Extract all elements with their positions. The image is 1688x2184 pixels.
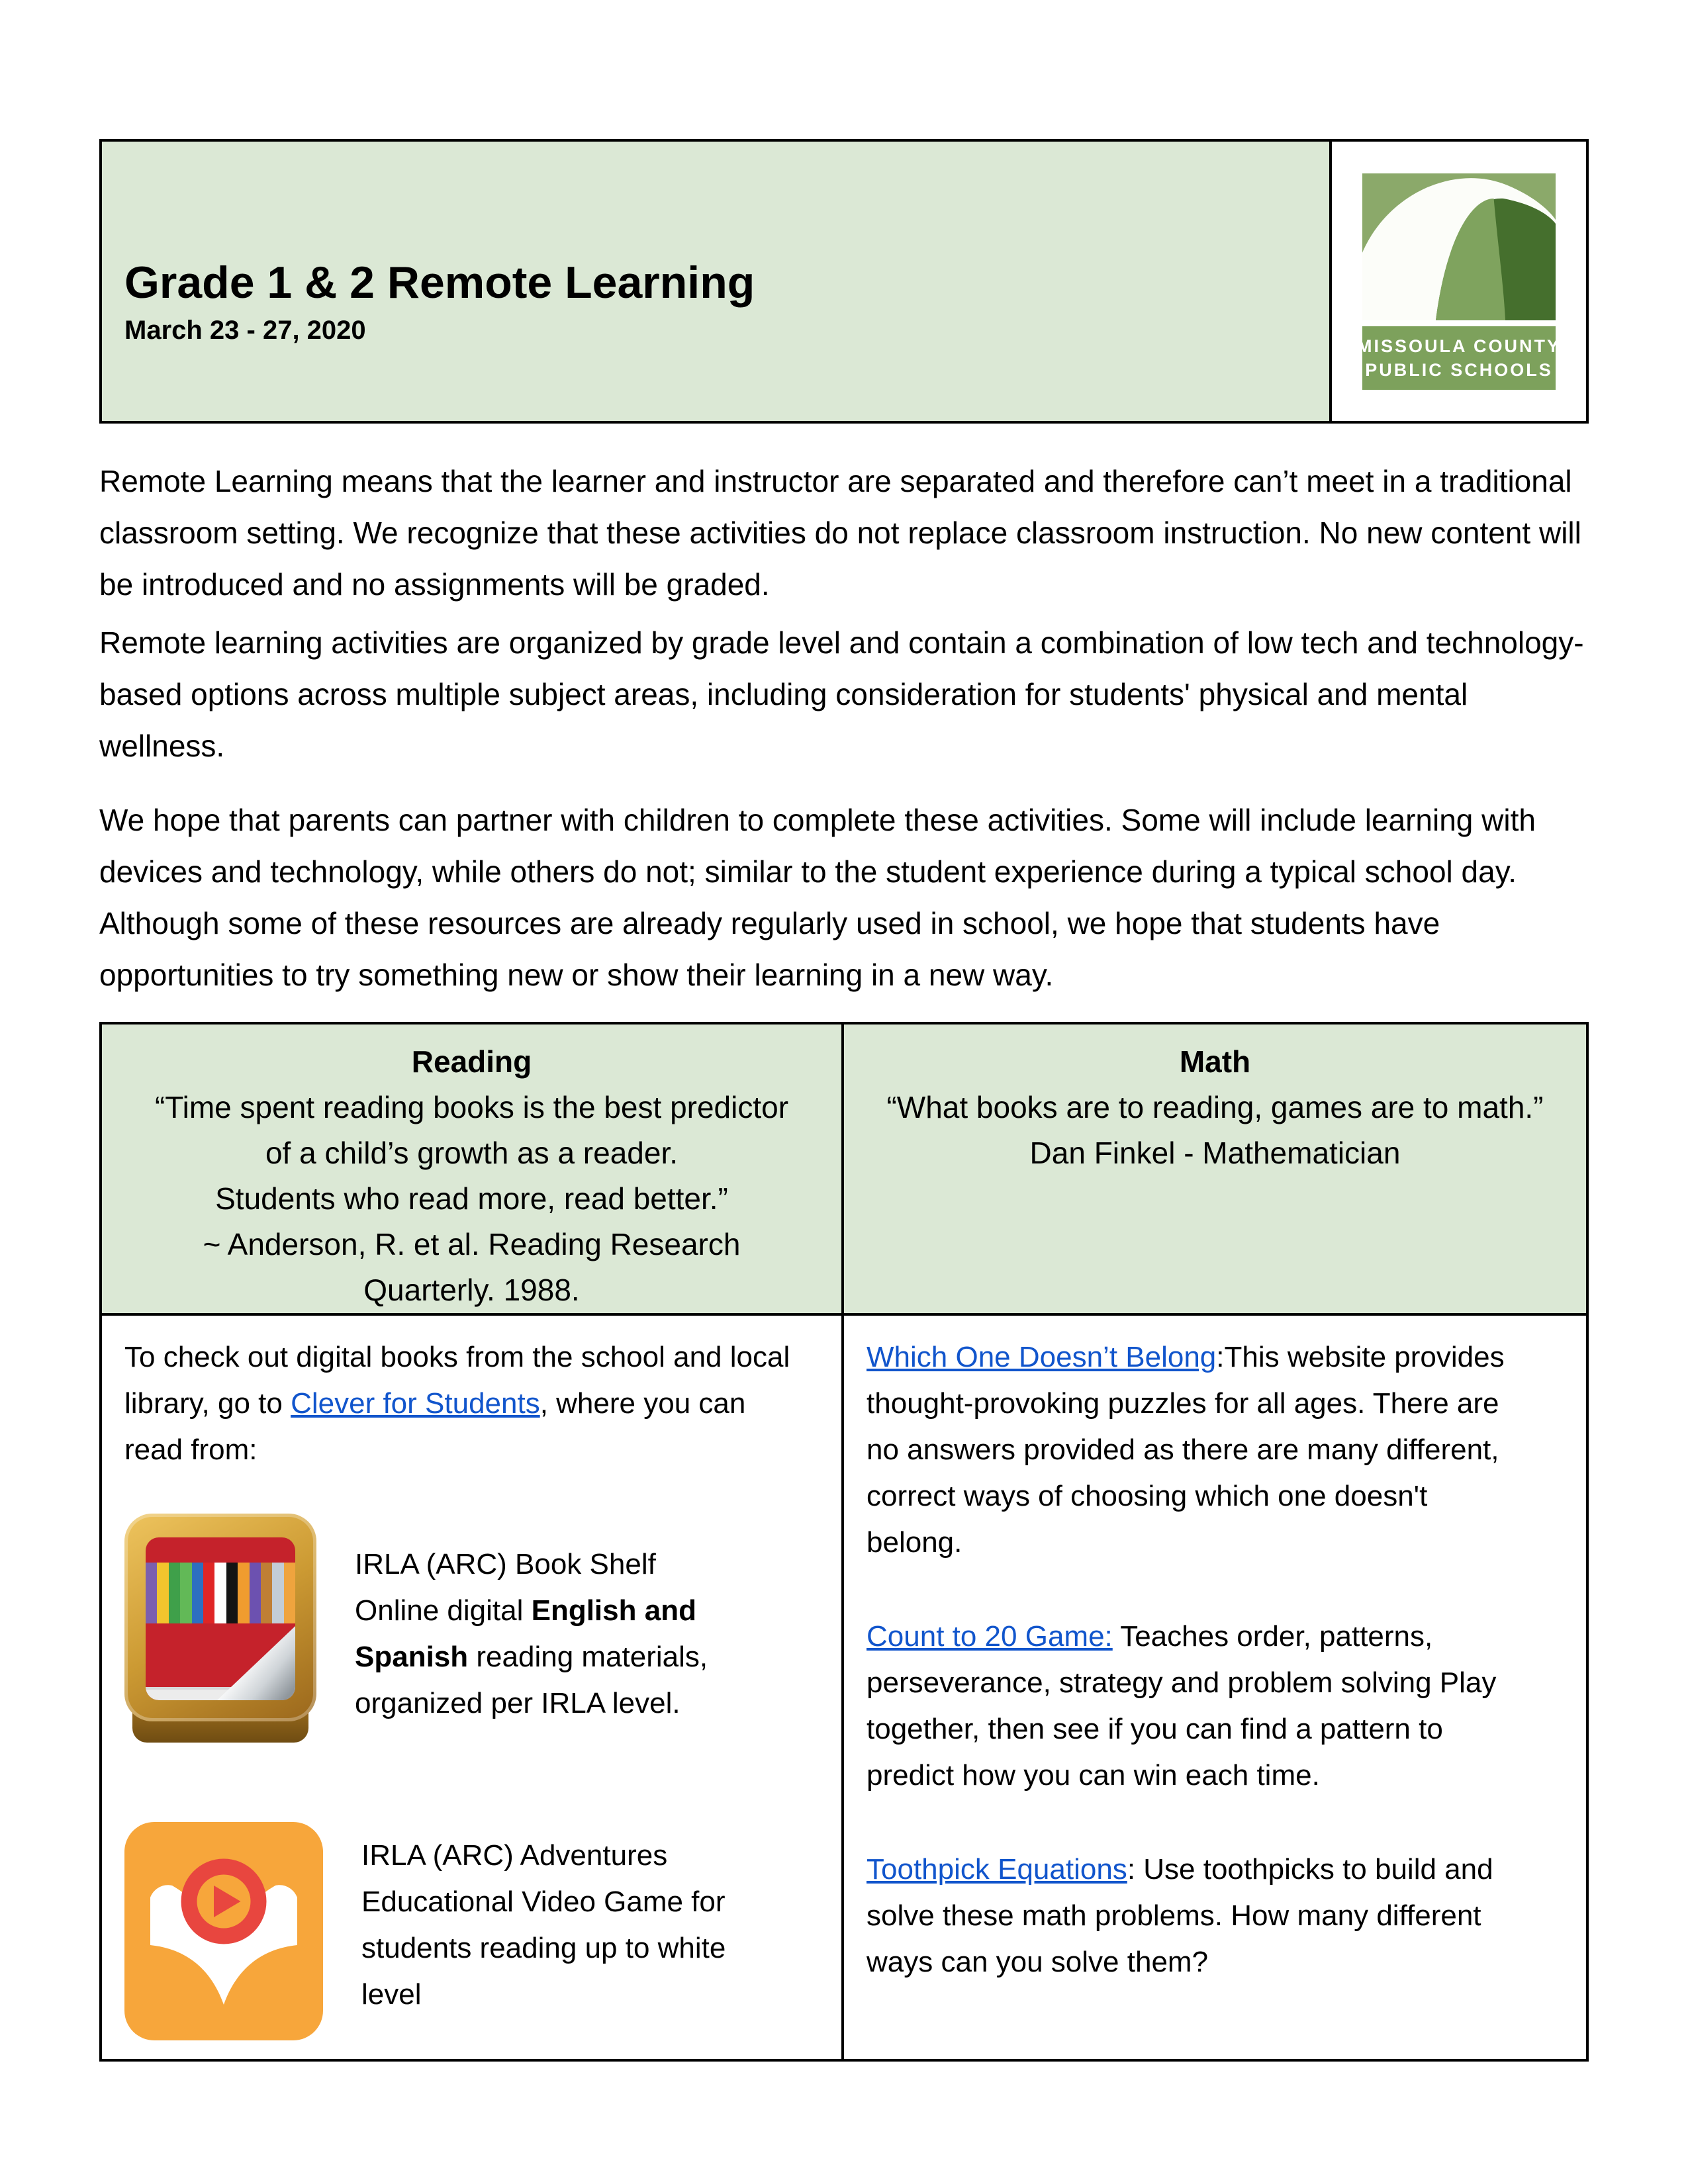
intro-paragraph-3: We hope that parents can partner with children to complete these activities. Some will include learning with devices and technology, while others do not; similar to the student experience during a typical school day. Although some of these resources are already regularly used in school, we hope that students have opportunities to try something new or show their learning in a new way. [99,803,1536,992]
reading-body-cell [102,1316,844,2059]
date-range: March 23 - 27, 2020 [124,315,366,345]
bookshelf-desc-line [355,1588,752,1727]
intro-paragraph-2: Remote learning activities are organized by grade level and contain a combination of low tech and technology-based options across multiple subject areas, including consideration for students' physical and mental wellness. [99,625,1584,763]
logo-box [1329,139,1589,424]
math-item-toothpick [867,1846,1519,1985]
math-body-cell [844,1316,1586,2059]
clever-for-students-link[interactable]: Clever for Students [291,1387,540,1420]
count-to-20-game-link[interactable]: Count to 20 Game: [867,1620,1113,1653]
document-content [99,139,1589,2062]
math-item-text: : Use toothpicks to build and solve these math problems. How many different ways can you solve them? [867,1853,1493,1978]
adventures-resource-row [124,1822,819,2040]
bookshelf-red-cover [146,1537,295,1700]
mcps-logo-wordmark [1357,326,1561,390]
which-one-doesnt-belong-link[interactable]: Which One Doesn’t Belong [867,1341,1217,1373]
logo-line-1: MISSOULA COUNTY [1357,336,1561,356]
page-title: Grade 1 & 2 Remote Learning [124,257,755,308]
reading-quote-line: “Time spent reading books is the best predictor [154,1090,789,1124]
reading-quote-line: Students who read more, read better.” [215,1181,728,1216]
bookshelf-desc-text: reading materials, organized per IRLA level. [355,1641,708,1719]
bookshelf-desc-text: Online digital [355,1594,532,1627]
reading-intro-text: To check out digital books from the school and local library, go to [124,1341,790,1420]
title-box [99,139,1332,424]
reading-header-cell [102,1024,844,1316]
math-header-cell [844,1024,1586,1316]
bookshelf-title-line: IRLA (ARC) Book Shelf [355,1548,656,1580]
arc-bookshelf-app-icon [124,1510,316,1743]
book-spines [146,1563,295,1623]
reading-quote-line: ~ Anderson, R. et al. Reading Research [203,1227,741,1261]
bookshelf-desc-bold: English and Spanish [355,1594,696,1673]
math-item-wodb [867,1334,1519,1566]
bookshelf-resource-row [124,1510,819,1743]
intro-section [99,455,1589,1001]
reading-intro-text: , where you can read from: [124,1387,746,1466]
reading-title: Reading [411,1044,532,1079]
math-item-count-to-20 [867,1614,1519,1799]
reading-intro [124,1334,796,1473]
toothpick-equations-link[interactable]: Toothpick Equations [867,1853,1127,1886]
reading-quote-line: of a child’s growth as a reader. [265,1136,679,1170]
math-quote-line: “What books are to reading, games are to math.” [886,1090,1544,1124]
activities-table [99,1022,1589,2062]
mcps-logo-mark-icon [1362,173,1556,320]
math-quote-line: Dan Finkel - Mathematician [1029,1136,1401,1170]
math-item-text: Teaches order, patterns, perseverance, strategy and problem solving Play together, then see if you can find a pattern to predict how you can win each time. [867,1620,1497,1792]
math-title: Math [1179,1044,1251,1079]
logo-line-2: PUBLIC SCHOOLS [1365,359,1553,380]
mcps-logo [1357,173,1561,390]
header-banner [99,139,1589,424]
math-item-text: :This website provides thought-provoking puzzles for all ages. There are no answers provided as there are many different, correct ways of choosing which one doesn't belong. [867,1341,1505,1559]
bookshelf-description [355,1510,752,1743]
intro-paragraph-1: Remote Learning means that the learner and instructor are separated and therefore can’t meet in a traditional classroom setting. We recognize that these activities do not replace classroom instruction. No new content will be introduced and no assignments will be graded. [99,464,1581,602]
arc-adventures-app-icon [124,1822,323,2040]
reading-quote-line: Quarterly. 1988. [363,1273,580,1307]
adventures-description: IRLA (ARC) Adventures Educational Video Game for students reading up to white level [361,1839,726,2011]
